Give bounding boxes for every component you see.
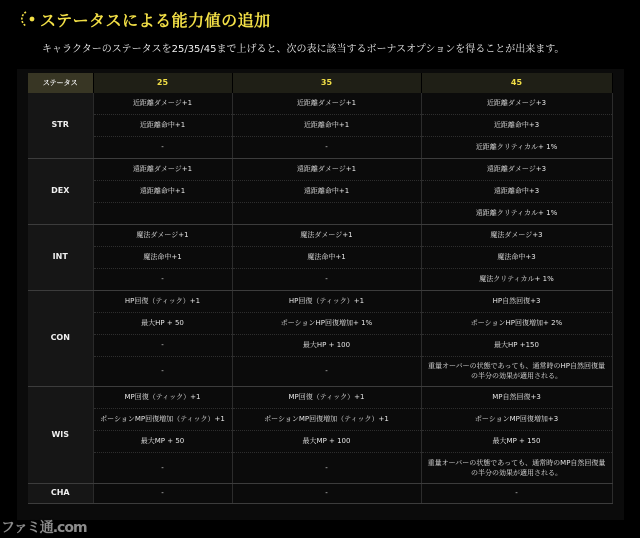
stat-label-cha: CHA	[28, 483, 93, 503]
stat-label-int: INT	[28, 224, 93, 290]
table-cell: 魔法クリティカル+ 1%	[421, 268, 612, 290]
table-cell: HP回復（ティック）+1	[232, 290, 421, 312]
table-cell: 遠距離命中+1	[232, 180, 421, 202]
table-row	[28, 452, 612, 483]
table-cell: HP回復（ティック）+1	[93, 290, 232, 312]
table-cell: 魔法命中+3	[421, 246, 612, 268]
table-cell: 遠距離ダメージ+1	[232, 158, 421, 180]
table-cell: 重量オーバーの状態であっても、通常時のHP自然回復量の半分の効果が適用される。	[421, 356, 612, 386]
column-header-status: ステータス	[28, 73, 93, 93]
table-cell: -	[93, 268, 232, 290]
table-cell: 遠距離ダメージ+1	[93, 158, 232, 180]
stat-label-con: CON	[28, 290, 93, 386]
table-row	[28, 136, 612, 158]
table-cell: 近距離ダメージ+3	[421, 93, 612, 114]
table-cell: 魔法ダメージ+1	[232, 224, 421, 246]
status-bonus-table	[28, 73, 613, 504]
table-cell: ポーションHP回復増加+ 2%	[421, 312, 612, 334]
table-row	[28, 246, 612, 268]
page-subtitle: キャラクターのステータスを25/35/45まで上げると、次の表に該当するボーナスオプションを得ることが出来ます。	[42, 44, 565, 55]
table-header-row	[28, 73, 612, 93]
page-title: ステータスによる能力値の追加	[40, 11, 271, 30]
table-cell: 近距離ダメージ+1	[93, 93, 232, 114]
column-header-35: 35	[232, 73, 421, 93]
table-row	[28, 408, 612, 430]
table-cell: -	[232, 452, 421, 483]
table-cell: 近距離命中+3	[421, 114, 612, 136]
table-row	[28, 114, 612, 136]
table-row	[28, 290, 612, 312]
table-row	[28, 224, 612, 246]
table-cell: -	[421, 483, 612, 503]
table-cell: -	[93, 483, 232, 503]
table-row	[28, 268, 612, 290]
table-row	[28, 386, 612, 408]
stat-label-str: STR	[28, 93, 93, 158]
table-cell: ポーションHP回復増加+ 1%	[232, 312, 421, 334]
stat-label-wis: WIS	[28, 386, 93, 483]
table-cell	[232, 202, 421, 224]
table-cell	[93, 202, 232, 224]
table-cell: ポーションMP回復増加（ティック）+1	[232, 408, 421, 430]
table-cell: -	[232, 268, 421, 290]
page-header	[0, 0, 640, 62]
table-cell: ポーションMP回復増加+3	[421, 408, 612, 430]
table-cell: -	[93, 356, 232, 386]
table-cell: HP自然回復+3	[421, 290, 612, 312]
table-row	[28, 334, 612, 356]
table-cell: 魔法ダメージ+1	[93, 224, 232, 246]
table-cell: -	[93, 136, 232, 158]
table-cell: 最大HP + 100	[232, 334, 421, 356]
table-cell: 遠距離クリティカル+ 1%	[421, 202, 612, 224]
table-cell: 最大MP + 50	[93, 430, 232, 452]
table-cell: 最大HP +150	[421, 334, 612, 356]
table-cell: 遠距離ダメージ+3	[421, 158, 612, 180]
table-row	[28, 483, 612, 503]
table-cell: 近距離クリティカル+ 1%	[421, 136, 612, 158]
table-row	[28, 356, 612, 386]
bracket-ornament-icon	[21, 10, 39, 28]
column-header-45: 45	[421, 73, 612, 93]
table-cell: 魔法ダメージ+3	[421, 224, 612, 246]
table-cell: -	[93, 452, 232, 483]
table-row	[28, 93, 612, 114]
table-cell: 最大MP + 100	[232, 430, 421, 452]
table-row	[28, 312, 612, 334]
table-row	[28, 180, 612, 202]
table-cell: 重量オーバーの状態であっても、通常時のMP自然回復量の半分の効果が適用される。	[421, 452, 612, 483]
table-cell: ポーションMP回復増加（ティック）+1	[93, 408, 232, 430]
table-cell: MP回復（ティック）+1	[232, 386, 421, 408]
table-cell: 近距離命中+1	[93, 114, 232, 136]
table-row	[28, 202, 612, 224]
table-cell: 近距離命中+1	[232, 114, 421, 136]
table-cell: -	[93, 334, 232, 356]
table-cell: 遠距離命中+3	[421, 180, 612, 202]
table-cell: -	[232, 356, 421, 386]
table-row	[28, 158, 612, 180]
table-cell: 近距離ダメージ+1	[232, 93, 421, 114]
table-cell: -	[232, 483, 421, 503]
stat-label-dex: DEX	[28, 158, 93, 224]
table-cell: -	[232, 136, 421, 158]
column-header-25: 25	[93, 73, 232, 93]
table-cell: MP自然回復+3	[421, 386, 612, 408]
table-cell: 魔法命中+1	[232, 246, 421, 268]
table-cell: 魔法命中+1	[93, 246, 232, 268]
site-watermark: ファミ通.com	[1, 520, 87, 536]
table-cell: MP回復（ティック）+1	[93, 386, 232, 408]
table-cell: 最大HP + 50	[93, 312, 232, 334]
table-cell: 最大MP + 150	[421, 430, 612, 452]
table-cell: 遠距離命中+1	[93, 180, 232, 202]
table-row	[28, 430, 612, 452]
